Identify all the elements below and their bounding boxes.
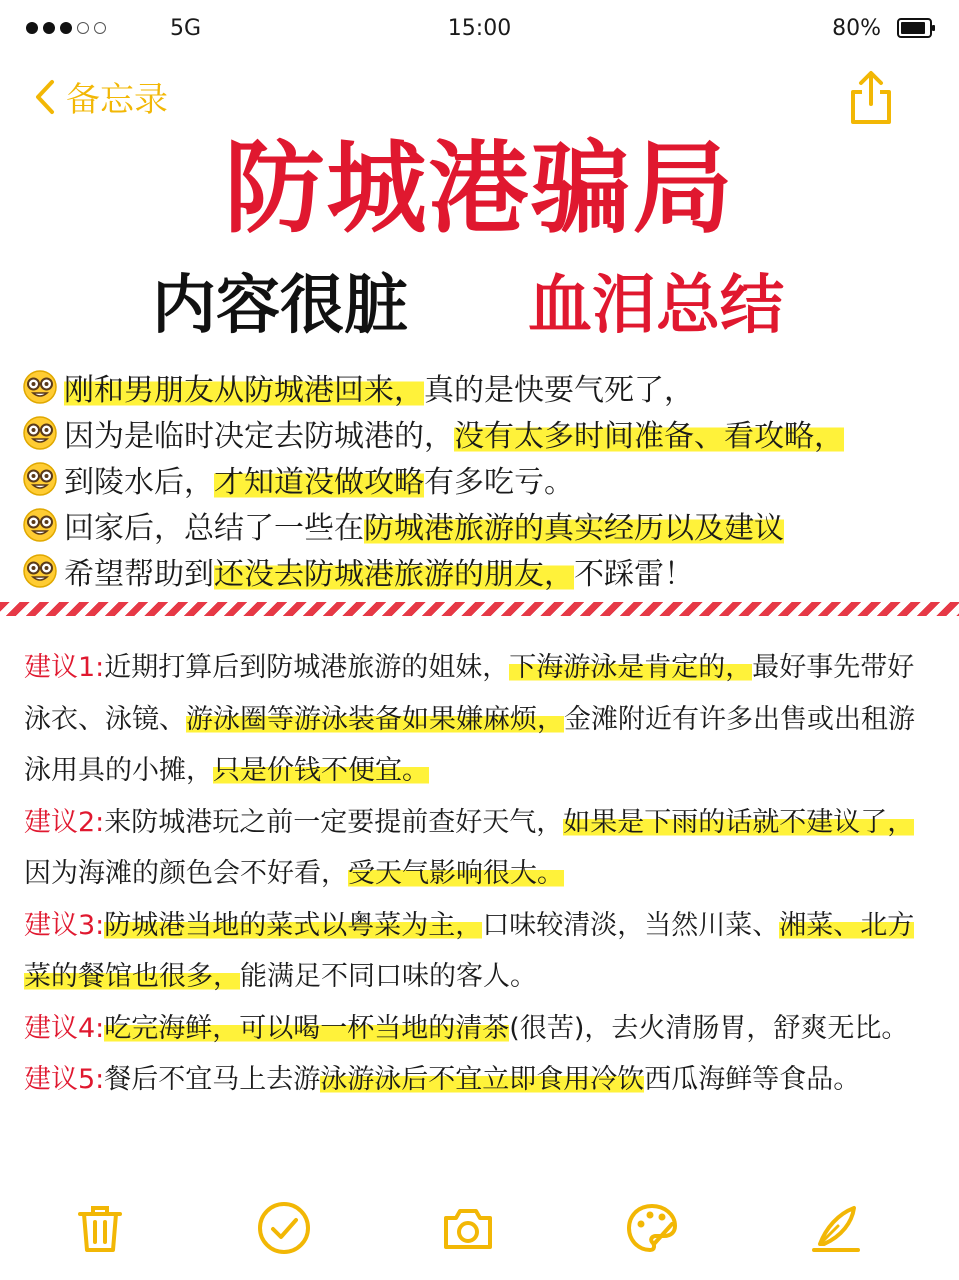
tip-paragraph [24,642,940,797]
highlighted-text: 刚和男朋友从防城港回来， [64,365,424,409]
intro-text: 因为是临时决定去防城港的， [64,419,454,454]
tip-text: 来防城港玩之前一定要提前查好天气， [104,806,564,838]
highlighted-text: 还没去防城港旅游的朋友， [214,549,574,593]
checklist-icon[interactable] [256,1200,312,1256]
nerd-face-icon [22,415,58,451]
highlighted-text: 受天气影响很大。 [348,858,564,889]
nav-bar [0,66,959,130]
tips-section [24,642,940,1106]
tip-text: 金滩附近有许多出售或出租游泳用具的小摊， [24,703,915,786]
highlighted-text: 防城港当地的菜式以粤菜为主， [104,909,483,941]
tip-label: 建议2: [24,806,105,838]
back-button[interactable] [34,72,168,121]
nerd-face-icon [22,507,58,543]
tip-text: 餐后不宜马上去游 [104,1064,321,1095]
nerd-face-icon [22,369,58,405]
tip-paragraph [24,1003,940,1055]
subtitle-right: 血泪总结 [528,268,784,343]
tip-text: (很苦)，去火清肠胃，舒爽无比。 [509,1012,909,1044]
status-bar [0,0,959,60]
page-title: 防城港骗局 [224,129,735,247]
tip-label: 建议5: [24,1064,105,1095]
highlighted-text: 防城港旅游的真实经历以及建议 [364,503,784,547]
highlighted-text: 游泳圈等游泳装备如果嫌麻烦， [186,703,564,735]
tip-text: 最好事先带好泳衣、泳镜、 [24,652,915,735]
battery-icon [897,17,937,39]
intro-line [22,364,952,410]
back-label: 备忘录 [66,80,168,120]
nerd-face-icon [22,553,58,589]
highlighted-text: 如果是下雨的话就不建议了， [563,806,915,838]
tip-text: 能满足不同口味的客人。 [240,961,537,992]
intro-text: 真的是快要气死了， [424,373,694,408]
tip-paragraph [24,797,940,900]
intro-line [22,410,952,456]
intro-text: 回家后，总结了一些在 [64,511,364,546]
network-type: 5G [170,16,202,41]
nerd-face-icon [22,461,58,497]
trash-icon[interactable] [72,1200,128,1256]
intro-line [22,456,952,502]
intro-text: 希望帮助到 [64,557,214,592]
chevron-left-icon [34,79,56,115]
camera-icon[interactable] [440,1200,496,1256]
highlighted-text: 下海游泳是肯定的， [509,652,753,683]
clock: 15:00 [447,16,512,41]
intro-text: 有多吃亏。 [424,465,574,500]
intro-line [22,502,952,548]
tip-paragraph [24,900,940,1003]
highlighted-text: 才知道没做攻略 [214,457,424,501]
highlighted-text: 吃完海鲜，可以喝一杯当地的清茶 [104,1012,510,1044]
intro-text: 不踩雷！ [574,557,694,592]
intro-text: 到陵水后， [64,465,214,500]
tip-label: 建议4: [24,1012,105,1044]
highlighted-text: 只是价钱不便宜。 [213,755,429,786]
battery-percent: 80% [832,16,881,41]
highlighted-text: 湘菜、北方菜的餐馆也很多， [24,909,915,992]
highlighted-text: 泳游泳后不宜立即食用冷饮 [320,1064,645,1095]
intro-section [22,364,952,594]
tip-text: 近期打算后到防城港旅游的姐妹， [104,652,510,683]
subtitle-left: 内容很脏 [152,268,408,343]
tip-text: 因为海滩的颜色会不好看， [24,858,348,889]
tip-label: 建议1: [24,652,105,683]
bottom-toolbar [0,1196,959,1266]
tip-text: 西瓜海鲜等食品。 [644,1064,861,1095]
intro-line [22,548,952,594]
tip-label: 建议3: [24,909,105,941]
tip-text: 口味较清淡，当然川菜、 [482,909,780,941]
palette-icon[interactable] [624,1200,680,1256]
striped-divider [0,602,959,616]
pen-icon[interactable] [808,1200,864,1256]
share-icon[interactable] [847,70,895,126]
highlighted-text: 没有太多时间准备、看攻略， [454,411,844,455]
tip-paragraph [24,1054,940,1106]
